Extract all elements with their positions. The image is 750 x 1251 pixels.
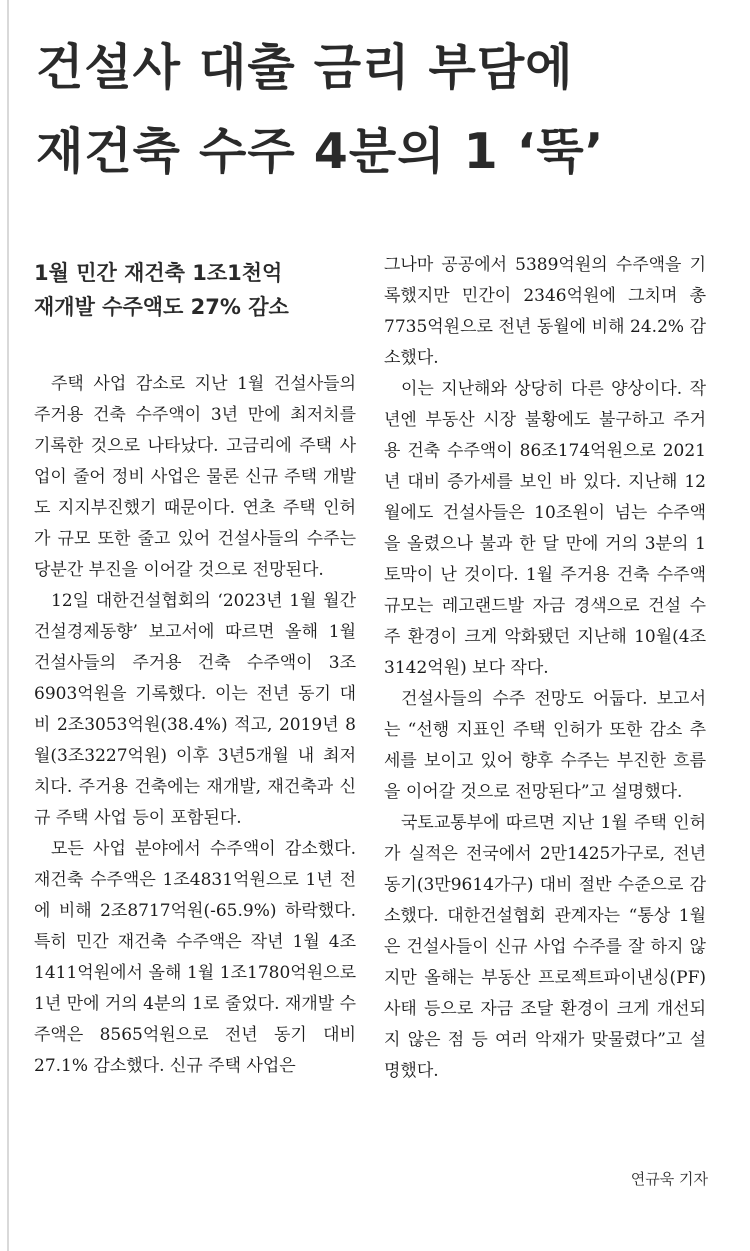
paragraph: 국토교통부에 따르면 지난 1월 주택 인허가 실적은 전국에서 2만1425가구로, 전년 동기(3만9614가구) 대비 절반 수준으로 감소했다. 대한건설협회 관계자는 “통상 1월은 건설사들이 신규 사업 수주를 잘 하지 않지만 올해는 부동산 프로젝트파이낸싱(PF) 사태 등으로 자금 조달 환경이 크게 개선되지 않은 점 등 여러 악재가 맞물렸다”고 설명했다. (384, 813, 706, 1081)
headline-line-1: 건설사 대출 금리 부담에 (36, 39, 574, 96)
paragraph: 건설사들의 수주 전망도 어둡다. 보고서는 “선행 지표인 주택 인허가 또한 감소 추세를 보이고 있어 향후 수주는 부진한 흐름을 이어갈 것으로 전망된다”고 설명했다. (384, 689, 706, 802)
paragraph: 그나마 공공에서 5389억원의 수주액을 기록했지만 민간이 2346억원에 그치며 총 7735억원으로 전년 동월에 비해 24.2% 감소했다. (384, 255, 706, 368)
right-body (384, 250, 706, 1087)
subheadline-line-1: 1월 민간 재건축 1조1천억 (34, 261, 283, 285)
subheadline (34, 256, 356, 324)
article-column-left (34, 250, 356, 1082)
left-body (34, 369, 356, 1082)
paragraph: 이는 지난해와 상당히 다른 양상이다. 작년엔 부동산 시장 불황에도 불구하고 주거용 건축 수주액이 86조174억원으로 2021년 대비 증가세를 보인 바 있다. 지난해 12월에도 건설사들은 10조원이 넘는 수주액을 올렸으나 불과 한 달 만에 거의 3분의 1 토막이 난 것이다. 1월 주거용 건축 수주액 규모는 레고랜드발 자금 경색으로 건설 수주 환경이 크게 악화됐던 지난해 10월(4조3142억원) 보다 작다. (384, 379, 706, 678)
headline-line-2: 재건축 수주 4분의 1 ‘뚝’ (36, 123, 605, 180)
paragraph: 모든 사업 분야에서 수주액이 감소했다. 재건축 수주액은 1조4831억원으로 1년 전에 비해 2조8717억원(-65.9%) 하락했다. 특히 민간 재건축 수주액은 작년 1월 4조1411억원에서 올해 1월 1조1780억원으로 1년 만에 거의 4분의 1로 줄었다. 재개발 수주액은 8565억원으로 전년 동기 대비 27.1% 감소했다. 신규 주택 사업은 (34, 839, 357, 1076)
paragraph: 12일 대한건설협회의 ‘2023년 1월 월간건설경제동향’ 보고서에 따르면 올해 1월 건설사들의 주거용 건축 수주액이 3조6903억원을 기록했다. 이는 전년 동기 대비 2조3053억원(38.4%) 적고, 2019년 8월(3조3227억원) 이후 3년5개월 내 최저치다. 주거용 건축에는 재개발, 재건축과 신규 주택 사업 등이 포함된다. (34, 591, 356, 828)
article-column-right (384, 250, 706, 1087)
paragraph: 주택 사업 감소로 지난 1월 건설사들의 주거용 건축 수주액이 3년 만에 최저치를 기록한 것으로 나타났다. 고금리에 주택 사업이 줄어 정비 사업은 물론 신규 주택 개발도 지지부진했기 때문이다. 연초 주택 인허가 규모 또한 줄고 있어 건설사들의 수주는 당분간 부진을 이어갈 것으로 전망된다. (34, 374, 356, 580)
subheadline-line-2: 재개발 수주액도 27% 감소 (34, 295, 289, 319)
byline: 연규욱 기자 (630, 1170, 708, 1188)
page-margin-rule (7, 0, 9, 1251)
headline (36, 26, 736, 194)
